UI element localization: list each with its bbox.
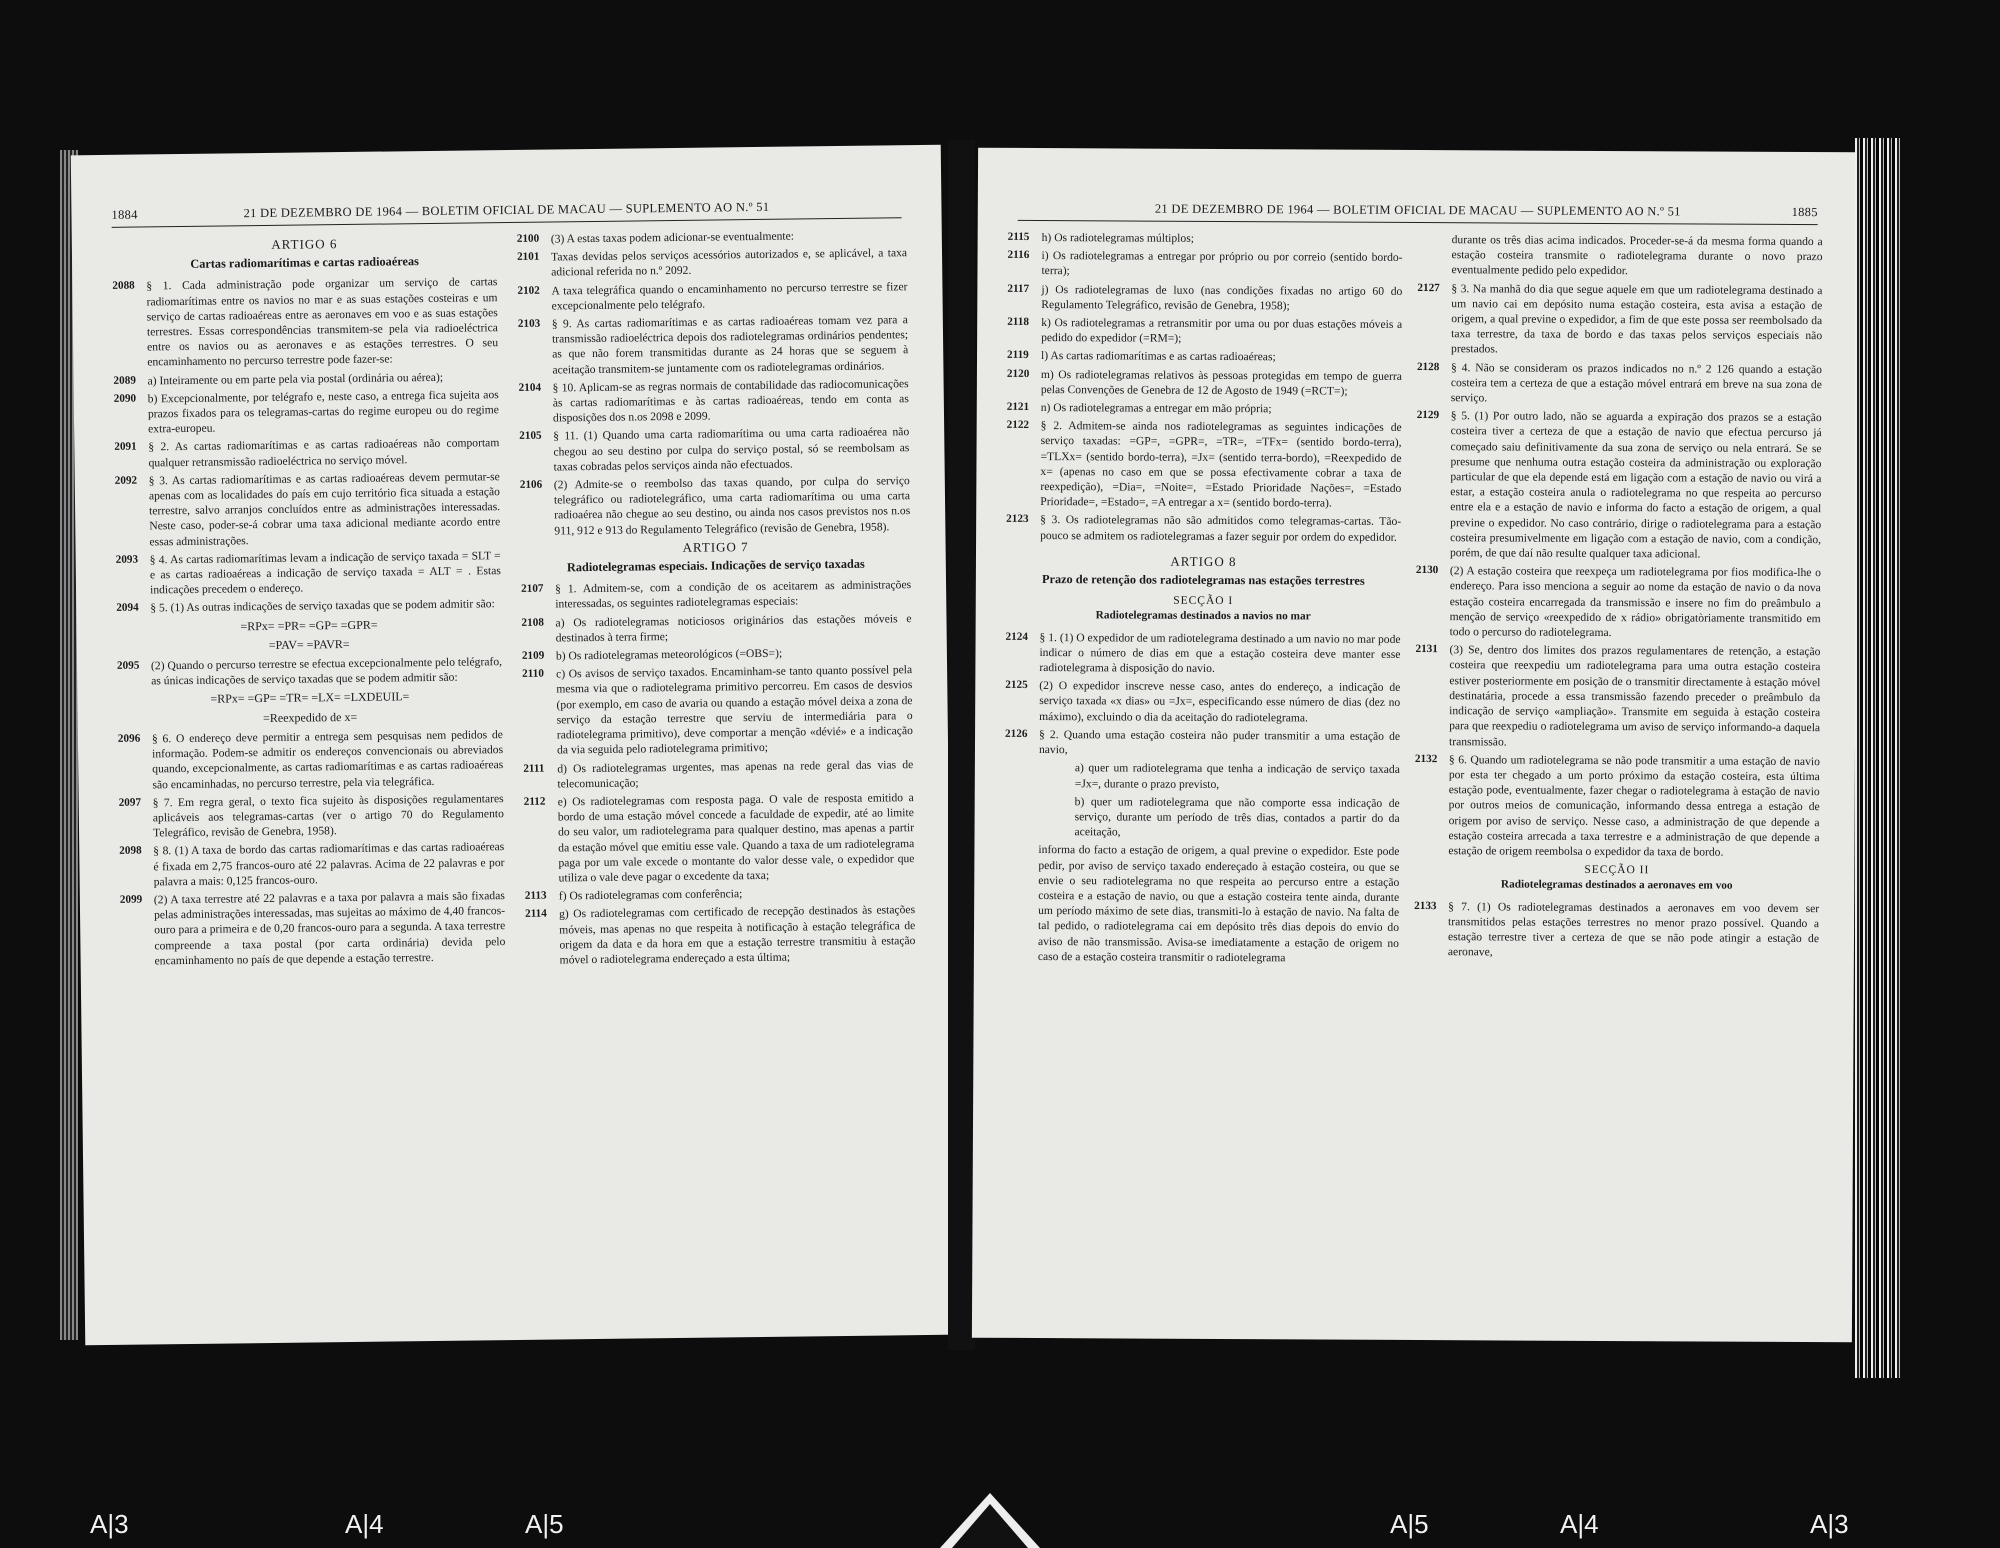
numbered-paragraph [119, 791, 505, 841]
paragraph-text: (2) Admite-se o reembolso das taxas quando, por culpa do serviço telegráfico ou radiotelegráfico, uma carta radiomarítima ou uma carta radioaérea não chegue ao seu destino, ou ainda nos casos previstos nos n.os 911, 912 e 913 do Regulamento Telegráfico (revisão de Genebra, 1958). [553, 474, 911, 538]
numbered-paragraph [116, 597, 501, 617]
paragraph-number: 2112 [523, 795, 546, 808]
paragraph-number: 2095 [116, 659, 140, 672]
paragraph-text: § 1. (1) O expedidor de um radiotelegrama destinado a um navio no mar pode indicar o número de dias em que a estação costeira deve manter esse radiotelegrama à disposição do navio. [1039, 630, 1401, 676]
paragraph-text: (2) A estação costeira que reexpeça um radiotelegrama por fios modifica-lhe o endereço. Para isso menciona a seguir ao nome da estação de navio o da nova estação costeira encarregada da transmissão e insere no fim do preâmbulo a menção de serviço «reexpedido de x rádio» obrigatòriamente transmitido em todo o percurso do radiotelegrama. [1449, 564, 1821, 640]
paragraph-text: § 4. Não se consideram os prazos indicados no n.º 2 126 quando a estação costeira tem a certeza de que a estação móvel entrará em breve na sua zona de serviço. [1450, 360, 1823, 405]
numbered-paragraph [520, 473, 911, 539]
article-heading: ARTIGO 6 [271, 236, 338, 252]
paragraph-number: 2131 [1415, 643, 1438, 656]
paragraph-text: § 3. As cartas radiomarítimas e as cartas radioaéreas devem permutar-se apenas com as localidades do país em cujo território fica situada a estação terrestre, salvo arranjos concluídos entre as administrações interessadas. Neste caso, poder-se-á cobrar uma taxa adicional mediante acordo entre essas administrações. [148, 469, 501, 549]
paragraph-text: § 3. Na manhã do dia que segue aquele em que um radiotelegrama destinado a um navio cai em depósito numa estação costeira, esta avisa a estação de origem, a qual previne o expedidor, a fim de que este possa ser reembolsado da taxa terrestre, da taxa de bordo e das taxas pelos serviços especiais não prestados. [1451, 281, 1823, 356]
paragraph-text: f) Os radiotelegramas com conferência; [558, 887, 743, 903]
paragraph-number: 2103 [517, 317, 541, 330]
film-strip [0, 1488, 2000, 1548]
paragraph-text: § 7. Em regra geral, o texto fica sujeito às disposições regulamentares aplicáveis aos telegramas-cartas (ver o artigo 70 do Regulamento Telegráfico, revisão de Genebra, 1958). [152, 791, 504, 840]
formula: =PAV= =PAVR= [268, 636, 350, 652]
paragraph-number: 2121 [1006, 400, 1030, 414]
paragraph-text: § 6. O endereço deve permitir a entrega sem pesquisas nem pedidos de informação. Podem-se admitir os endereços convencionais ou abreviados quando, excepcionalmente, as cartas radiomarítimas e as cartas radioaéreas são encaminhadas, no percurso terrestre, pela via telegráfica. [151, 728, 504, 791]
sub-item: a) quer um radiotelegrama que tenha a indicação de serviço taxada =Jx=, durante o prazo previsto, [1074, 761, 1400, 791]
numbered-paragraph [517, 245, 907, 280]
paragraph-number: 2101 [516, 250, 540, 264]
paragraph-number: 2098 [119, 844, 142, 858]
numbered-paragraph [114, 387, 500, 437]
numbered-paragraph [519, 376, 910, 426]
paragraph-text: i) Os radiotelegramas a entregar por próprio ou por correio (sentido bordo-terra); [1041, 249, 1403, 278]
paragraph-text: § 9. As cartas radiomarítimas e as cartas radioaéreas tomam vez para a transmissão radioeléctrica depois dos radiotelegramas ordinários pendentes; as que não forem transmitidas durante as 24 horas que se seguem à aceitação transmitem-se juntamente com os radiotelegramas ordinários. [551, 313, 909, 377]
paragraph-text: n) Os radiotelegramas a entregar em mão própria; [1040, 401, 1272, 416]
paragraph-text: a) Inteiramente ou em parte pela via postal (ordinária ou aérea); [147, 370, 444, 388]
paragraph-number: 2127 [1417, 281, 1440, 294]
numbered-paragraph [525, 884, 915, 904]
numbered-paragraph [1416, 408, 1822, 562]
paragraph-number: 2133 [1414, 899, 1437, 912]
paragraph-number: 2122 [1006, 419, 1030, 432]
article-subtitle: Cartas radiomarítimas e cartas radioaéreas [190, 254, 419, 272]
numbered-paragraph [1005, 678, 1400, 726]
paragraph-number: 2124 [1005, 630, 1028, 643]
numbered-paragraph [1414, 752, 1820, 861]
numbered-paragraph [112, 275, 498, 371]
numbered-paragraph [1007, 348, 1402, 365]
gutter-notch-inner [952, 1504, 1028, 1548]
numbered-paragraph [523, 757, 913, 792]
paragraph-text: § 10. Aplicam-se as regras normais de contabilidade das radiocomunicações às cartas radiomarítimas e às cartas radioaéreas, tendo em conta as disposições dos n.os 2098 e 2099. [552, 376, 909, 425]
paragraph-number: 2107 [521, 582, 544, 596]
paragraph-text: § 6. Quando um radiotelegrama se não pode transmitir a uma estação de navio por esta ter chegado a um porto próximo da estação costeira, esta última estação pode, eventualmente, fazer chegar o radiotelegrama à estação de navio por outros meios de comunicação, informando dessa entrega a estação de origem por aviso de serviço. Nesse caso, a administração de que depende a estação costeira arrecada a taxa terrestre e a administração de que depende a estação de origem reembolsa o expedidor da taxa de bordo. [1448, 752, 1820, 859]
sub-item: b) quer um radiotelegrama que não comporte essa indicação de serviço, durante um período de três dias, contados a partir do da aceitação, [1074, 794, 1400, 839]
paragraph-number: 2117 [1007, 282, 1030, 295]
header-title: 21 DE DEZEMBRO DE 1964 — BOLETIM OFICIAL DE MACAU — SUPLEMENTO AO N.º 51 [243, 199, 770, 221]
numbered-paragraph [525, 902, 916, 968]
paragraph-text: b) Excepcionalmente, por telégrafo e, neste caso, a entrega fica sujeita aos prazos fixados para os telegramas-cartas do regime europeu ou do regime extra-europeu. [147, 387, 499, 436]
paragraph-text: A taxa telegráfica quando o encaminhamento no percurso terrestre se fizer excepcionalmente pelo telégrafo. [551, 279, 908, 313]
paragraph-number: 2104 [518, 381, 542, 394]
paragraph-number: 2092 [114, 474, 138, 487]
paragraph-number: 2106 [519, 478, 543, 491]
numbered-paragraph [521, 611, 911, 646]
article-subtitle: Prazo de retenção dos radiotelegramas nas estações terrestres [1041, 572, 1365, 588]
paragraph-number: 2125 [1005, 679, 1028, 692]
paragraph-number: 2114 [524, 907, 547, 921]
paragraph-text: § 11. (1) Quando uma carta radiomarítima ou uma carta radioaérea não chegou ao seu destino por culpa do serviço postal, só se reembolsam as taxas cobradas pelos serviços ainda não efectuados. [553, 425, 910, 474]
paragraph-text: § 3. Os radiotelegramas não são admitidos como telegramas-cartas. Tão-pouco se admitem os radiotelegramas a fazer seguir por ordem do expedidor. [1040, 513, 1402, 544]
paragraph-text: § 2. As cartas radiomarítimas e as cartas radioaéreas não comportam qualquer retransmissão radioeléctrica no serviço móvel. [148, 436, 500, 470]
paragraph-text: § 2. Quando uma estação costeira não puder transmitir a uma estação de navio, [1038, 727, 1401, 757]
paragraph-text: e) Os radiotelegramas com resposta paga. O vale de resposta emitido a bordo de uma estação móvel concede a faculdade de expedir, até ao limite do seu valor, um radiotelegrama para qualquer destino, mas apenas a partir da estação móvel que emitiu esse vale. Quando a taxa de um radiotelegrama paga por um vale excede o montante do valor desse vale, o expedidor que utiliza o vale deve pagar o excedente da taxa; [557, 791, 915, 885]
page-header [111, 193, 901, 228]
paragraph-text: Taxas devidas pelos serviços acessórios autorizados e, se aplicável, a taxa adicional referida no n.º 2092. [550, 246, 908, 279]
right-column-2 [1414, 232, 1823, 964]
numbered-paragraph [115, 469, 501, 550]
numbered-paragraph [117, 654, 502, 689]
page-edge-right [1855, 138, 1900, 1378]
paragraph-text: g) Os radiotelegramas com certificado de recepção destinados às estações móveis, mas apenas no que respeita à notificação à estação telegráfica de origem da data e da hora em que a estação terrestre transmitiu à estação móvel o radiotelegrama endereçado a esta última; [558, 903, 916, 967]
paragraph-number: 2100 [516, 232, 540, 245]
paragraph-text: j) Os radiotelegramas de luxo (nas condições fixadas no artigo 60 do Regulamento Telegráfico, revisão de Genebra, 1958); [1041, 282, 1403, 313]
paragraph-number: 2118 [1007, 315, 1030, 328]
paragraph-text: k) Os radiotelegramas a retransmitir por uma ou por duas estações móveis a pedido do expedidor (=RM=); [1041, 316, 1403, 345]
paragraph-number: 2126 [1005, 727, 1028, 740]
numbered-paragraph [1005, 727, 1400, 759]
paragraph-number: 2093 [115, 553, 139, 566]
numbered-paragraph [1417, 360, 1822, 408]
film-label: A|3 [90, 1509, 129, 1539]
numbered-paragraph [120, 888, 506, 969]
numbered-paragraph [518, 312, 909, 378]
film-label: A|5 [525, 1509, 564, 1539]
paragraph-text: § 4. As cartas radiomarítimas levam a indicação de serviço taxada = SLT = e as cartas radioaéreas a indicação de serviço taxada = ALT = . Estas indicações precedem o endereço. [149, 548, 501, 597]
paragraph-text: (3) A estas taxas podem adicionar-se eventualmente: [550, 229, 795, 246]
header-title: 21 DE DEZEMBRO DE 1964 — BOLETIM OFICIAL DE MACAU — SUPLEMENTO AO N.º 51 [1154, 201, 1681, 219]
left-column-1 [112, 232, 506, 972]
numbered-paragraph [1007, 315, 1402, 347]
paragraph-text: informa do facto a estação de origem, a qual previne o expedidor. Este pode pedir, por aviso de serviço taxado endereçado à estação costeira, ou que se envie o seu radiotelegrama no que respeita ao percurso entre a estação costeira e a estação de navio, ou que a estação costeira tente ainda, durante um período máximo de sete dias, transmiti-lo à estação de navio. Na falta de tal pedido, o radiotelegrama cai em depósito três dias depois do envio do aviso de não transmissão. Avisa-se imediatamente a estação de origem no caso de a estação costeira transmitir o radiotelegrama [1037, 843, 1400, 965]
paragraph-number: 2116 [1007, 249, 1030, 262]
paragraph-text: (2) A taxa terrestre até 22 palavras e a taxa por palavra a mais são fixadas pelas administrações interessadas, mas sujeitas ao máximo de 4,40 francos-ouro para a primeira e de 0,20 francos-ouro para a segunda. A taxa terrestre compreende a taxa postal (por carta ordinária) devida pelo encaminhamento no país de que depende a estação terrestre. [153, 889, 506, 968]
numbered-paragraph [521, 577, 911, 612]
paragraph-number: 2091 [114, 441, 137, 454]
paragraph-text: § 1. Admitem-se, com a condição de os aceitarem as administrações interessadas, os seguintes radiotelegramas especiais: [555, 578, 912, 611]
paragraph-text: § 1. Cada administração pode organizar um serviço de cartas radiomarítimas entre os navios no mar e as suas estações costeiras e um serviço de cartas radioaéreas entre as aeronaves em voo e as suas estações terrestres. Essas correspondências transmitem-se pela via radioeléctrica entre os navios ou as aeronaves e as estações terrestres. O seu encaminhamento no percurso terrestre pode fazer-se: [146, 275, 499, 369]
paragraph-number: 2132 [1414, 752, 1438, 765]
article-heading: ARTIGO 7 [682, 538, 749, 555]
paragraph-number: 2120 [1006, 367, 1030, 380]
paragraph-number: 2110 [522, 667, 544, 681]
numbered-paragraph [116, 548, 502, 598]
formula: =RPx= =PR= =GP= =GPR= [240, 617, 378, 633]
paragraph-text: § 5. (1) As outras indicações de serviço taxadas que se podem admitir são: [150, 597, 495, 615]
numbered-paragraph [1417, 281, 1822, 359]
paragraph-number: 2090 [113, 392, 137, 405]
paragraph-number: 2096 [117, 732, 141, 745]
right-page [972, 148, 1858, 1343]
left-column-2 [517, 227, 916, 971]
film-label: A|4 [345, 1509, 384, 1539]
paragraph-number: 2094 [116, 602, 139, 615]
numbered-paragraph [1005, 630, 1400, 678]
paragraph-text: (2) O expedidor inscreve nesse caso, antes do endereço, a indicação de serviço taxada «x dias» ou =Jx=, especificando esse número de dias (dez no máximo), excluindo o dia da aceitação do radiotelegrama. [1039, 679, 1401, 725]
formula: =RPx= =GP= =TR= =LX= =LXDEUIL= [210, 689, 410, 707]
paragraph-number: 2088 [112, 279, 135, 293]
film-label: A|5 [1390, 1509, 1429, 1539]
book-gutter [948, 140, 975, 1350]
section-heading: SECÇÃO II [1584, 864, 1650, 877]
film-label: A|4 [1560, 1509, 1599, 1539]
numbered-paragraph [1006, 512, 1401, 544]
numbered-paragraph [517, 227, 907, 247]
paragraph-text: c) Os avisos de serviço taxados. Encaminham-se tanto quanto possível pela mesma via que o radiotelegrama primitivo percorreu. Em casos de desvios (por exemplo, em caso de avaria ou quando a estação móvel deixa a zona de serviço da estação terrestre que serviu de intermediária para o radiotelegrama primitivo), deve comportar a menção «dévié» e a indicação da via seguida pelo radiotelegrama primitivo; [556, 663, 913, 757]
numbered-paragraph [118, 727, 504, 793]
numbered-paragraph [1414, 899, 1819, 962]
paragraph-number: 2115 [1007, 230, 1030, 243]
paragraph-text: d) Os radiotelegramas urgentes, mas apenas na rede geral das vias de telecomunicação; [557, 757, 914, 791]
paragraph-number: 2113 [524, 889, 547, 902]
numbered-paragraph [519, 425, 910, 475]
paragraph-number: 2119 [1007, 349, 1029, 362]
paragraph-text: a) Os radiotelegramas noticiosos originários das estações móveis e destinados à terra firme; [555, 611, 912, 645]
film-label: A|3 [1810, 1509, 1849, 1539]
paragraph-text: § 2. Admitem-se ainda nos radiotelegramas as seguintes indicações de serviço taxadas: =GP=, =GPR=, =TR=, =TFx= (sentido bordo-terra), =TLXx= (sentido bordo-terra), =Jx= (sentido terra-bordo), =Reexpedido de x= (apenas no caso em que se possa efectivamente cobrar a taxa de reexpedição), =Dia=, =Noite=, =Estado Prioridade Nações=, =Estado Prioridade=, =Estado=, =A entregar a x= (sentido bordo-terra). [1040, 419, 1402, 510]
paragraph-number: 2130 [1415, 564, 1439, 577]
paragraph-number: 2129 [1416, 409, 1440, 422]
page-header [1018, 196, 1818, 225]
numbered-paragraph [1007, 248, 1402, 280]
paragraph-number: 2097 [118, 796, 142, 809]
formula: =Reexpedido de x= [262, 709, 358, 725]
numbered-paragraph [114, 436, 499, 471]
article-subtitle: Radiotelegramas especiais. Indicações de serviço taxadas [566, 556, 865, 575]
numbered-paragraph [1007, 366, 1402, 398]
numbered-paragraph [517, 279, 907, 314]
right-column-1 [1004, 230, 1403, 969]
numbered-paragraph [1415, 642, 1821, 751]
article-heading: ARTIGO 8 [1170, 553, 1237, 569]
paragraph-text: (3) Se, dentro dos limites dos prazos regulamentares de retenção, a estação costeira que reexpediu um radiotelegrama para uma outra estação costeira estiver posteriormente em posição de o transmitir directamente à estação móvel destinatária, procede a essa transmissão fazendo preceder o preâmbulo da indicação de serviço «ampliação». Transmite em seguida à estação costeira para que reexpediu o radiotelegrama um aviso de serviço informando-a daquela transmissão. [1448, 643, 1821, 748]
left-page [71, 145, 955, 1346]
paragraph-number: 2102 [517, 284, 540, 297]
page-number: 1885 [1791, 204, 1818, 220]
numbered-paragraph [522, 644, 912, 664]
paragraph-number: 2089 [113, 374, 136, 387]
numbered-paragraph [1006, 418, 1401, 511]
paragraph-number: 2123 [1006, 513, 1029, 526]
paragraph-text: § 7. (1) Os radiotelegramas destinados a aeronaves em voo devem ser transmitidos pelas estações terrestres no menor prazo possível. Quando a estação terrestre tiver a certeza de que se não pode atingir a estação de aeronave, [1447, 899, 1820, 959]
paragraph-number: 2108 [521, 616, 544, 629]
numbered-paragraph [119, 839, 505, 889]
section-title: Radiotelegramas destinados a aeronaves em voo [1500, 878, 1733, 892]
numbered-paragraph [1007, 281, 1402, 313]
paragraph-text: durante os três dias acima indicados. Proceder-se-á da mesma forma quando a estação costeira transmite o radiotelegrama durante o novo prazo eventualmente pedido pelo expedidor. [1451, 233, 1823, 278]
numbered-paragraph [1416, 563, 1821, 641]
paragraph-text: m) Os radiotelegramas relativos às pessoas protegidas em tempo de guerra pelas Convenções de Genebra de 12 de Agosto de 1949 (=RCT=); [1040, 367, 1402, 398]
paragraph-text: § 8. (1) A taxa de bordo das cartas radiomarítimas e das cartas radioaéreas é fixada em 2,75 francos-ouro até 22 palavras. Acima de 22 palavras e por palavra a mais: 0,125 francos-ouro. [153, 840, 505, 889]
paragraph-text: h) Os radiotelegramas múltiplos; [1041, 231, 1194, 245]
paragraph-number: 2109 [521, 649, 545, 662]
paragraph-number: 2105 [519, 430, 542, 443]
numbered-paragraph [1007, 400, 1402, 417]
numbered-paragraph [524, 790, 915, 886]
paragraph-number: 2111 [523, 762, 545, 775]
paragraph-number: 2128 [1416, 360, 1440, 373]
numbered-paragraph [522, 662, 913, 758]
paragraph-text: (2) Quando o percurso terrestre se efectua excepcionalmente pelo telégrafo, as únicas indicações de serviço taxadas que se podem admitir são: [150, 655, 503, 688]
section-heading: SECÇÃO I [1173, 594, 1234, 608]
paragraph-number: 2099 [119, 893, 143, 906]
numbered-paragraph [113, 369, 498, 389]
paragraph-text: § 5. (1) Por outro lado, não se aguarda a expiração dos prazos se a estação costeira tiver a certeza de que a estação de navio que efectua percurso já começado saiu definitivamente da sua zona de serviço ou nela entrará. Se se presume que nenhuma outra estação costeira da administração ou exploração particular de que ela depende está em ligação com a estação de navio ou virá a estar, a estação costeira anula o radiotelegrama no que respeita ao percurso entre ela e a estação de navio e informa do facto a estação de origem, a qual previne o expedidor. No caso contrário, dirige o radiotelegrama para a estação costeira presumivelmente em ligação com a estação de navio, com a condição, porém, de que daí não resulte qualquer taxa adicional. [1449, 409, 1822, 561]
paragraph-text: l) As cartas radiomarítimas e as cartas radioaéreas; [1040, 349, 1276, 364]
section-title: Radiotelegramas destinados a navios no mar [1095, 609, 1311, 623]
page-number: 1884 [111, 207, 138, 222]
paragraph-text: b) Os radiotelegramas meteorológicos (=OBS=); [555, 646, 783, 663]
numbered-paragraph [1008, 230, 1403, 247]
